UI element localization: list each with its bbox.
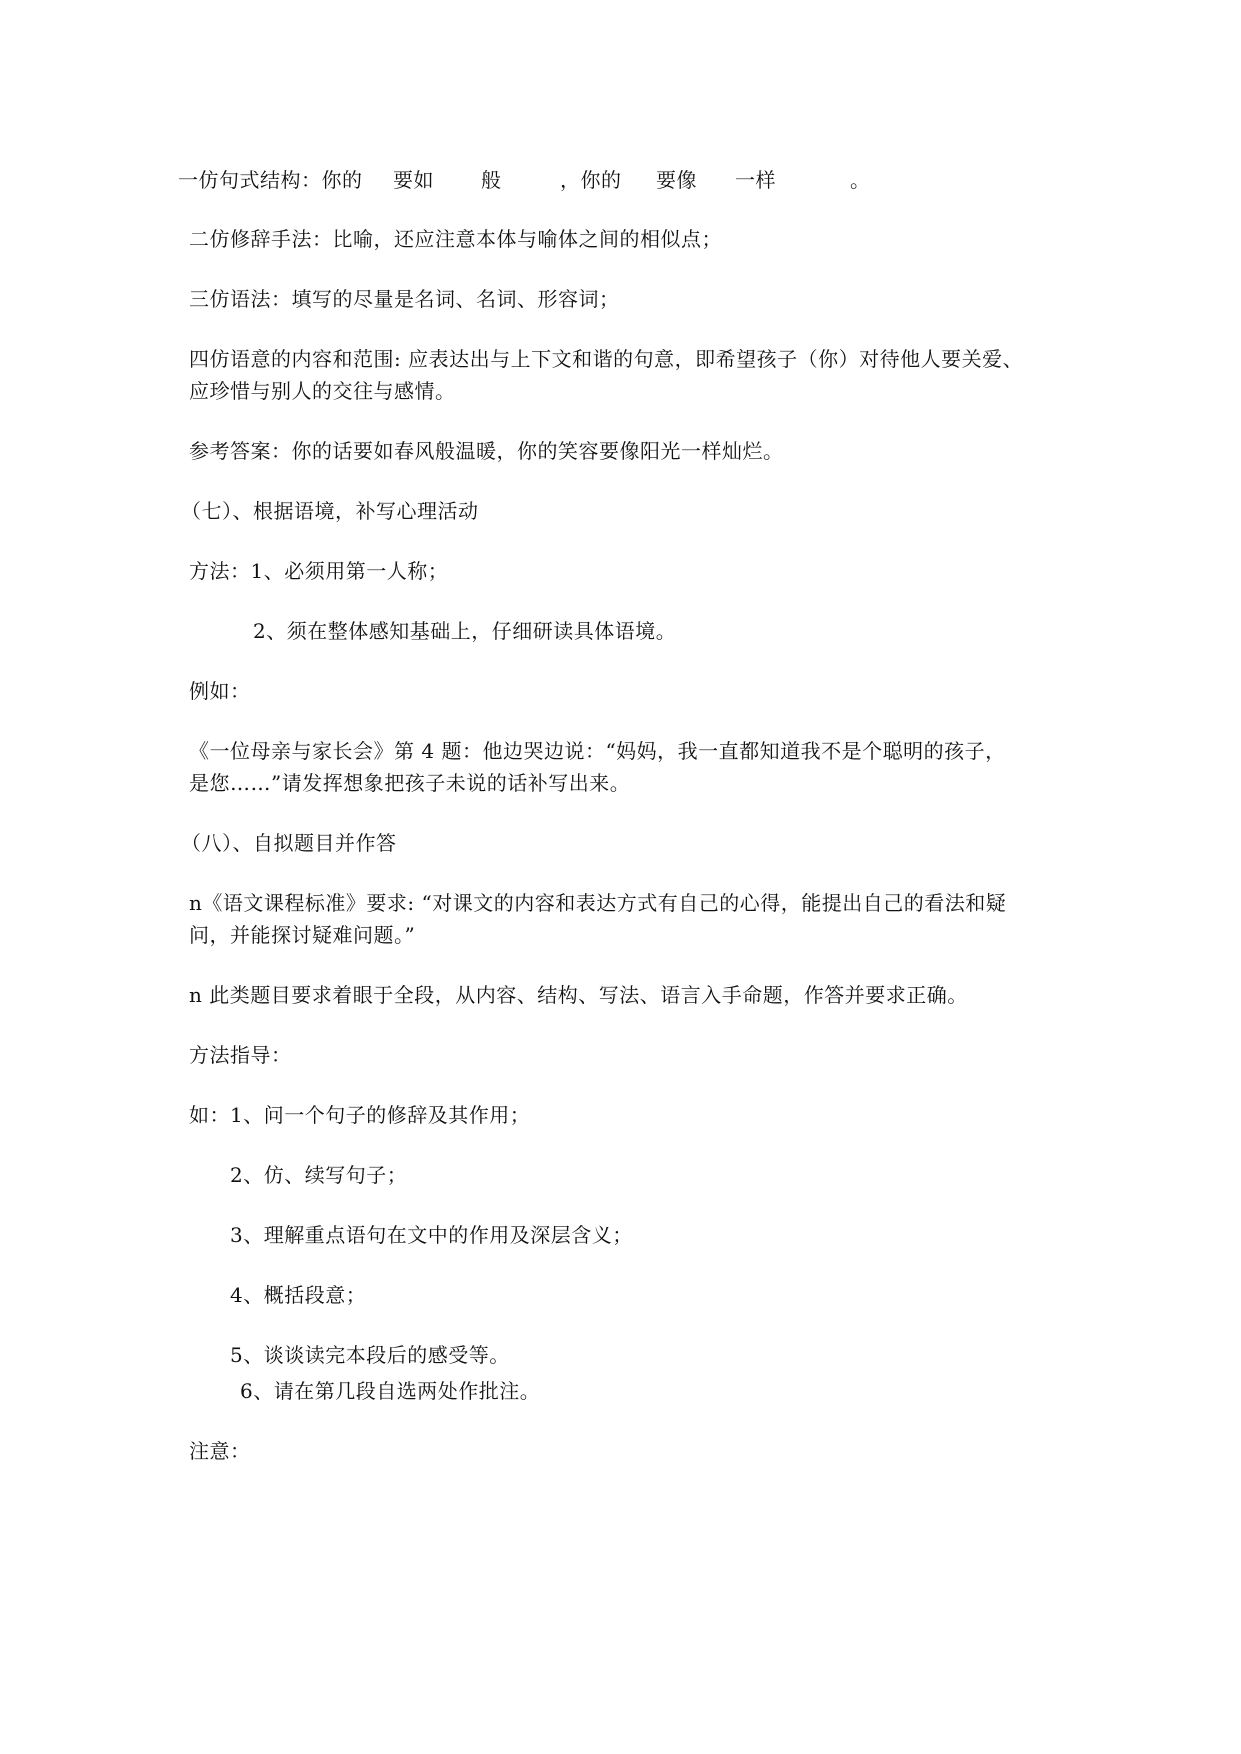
grammar-line: 三仿语法：填写的尽量是名词、名词、形容词； [189, 287, 620, 311]
structure-word-yiyang: 一样 [735, 168, 776, 192]
method-item-2: 2、须在整体感知基础上，仔细研读具体语境。 [253, 619, 677, 643]
example-line-1: 《一位母亲与家长会》第 4 题：他边哭边说：“妈妈，我一直都知道我不是个聪明的孩子， [189, 739, 1006, 763]
curriculum-standard-line-1: n《语文课程标准》要求: “对课文的内容和表达方式有自己的心得，能提出自己的看法和疑 [189, 891, 1007, 915]
guide-item-4: 4、概括段意； [230, 1283, 367, 1307]
section-7-heading: （七）、根据语境，补写心理活动 [181, 499, 479, 523]
section-8-heading: （八）、自拟题目并作答 [181, 831, 397, 855]
rhetoric-line: 二仿修辞手法：比喻，还应注意本体与喻体之间的相似点； [189, 227, 722, 251]
guide-item-6: 6、请在第几段自选两处作批注。 [240, 1379, 541, 1403]
requirement-line: n 此类题目要求着眼于全段，从内容、结构、写法、语言入手命题，作答并要求正确。 [189, 983, 968, 1007]
method-item-1: 方法：1、必须用第一人称； [189, 559, 449, 583]
structure-word-ban: 般 [481, 168, 502, 192]
meaning-line-2: 应珍惜与别人的交往与感情。 [189, 379, 456, 403]
note-label: 注意： [189, 1439, 251, 1463]
structure-prefix: 一仿句式结构：你的 [178, 168, 363, 192]
guide-item-5: 5、谈谈读完本段后的感受等。 [230, 1343, 510, 1367]
reference-answer: 参考答案：你的话要如春风般温暖，你的笑容要像阳光一样灿烂。 [189, 439, 784, 463]
meaning-line-1: 四仿语意的内容和范围: 应表达出与上下文和谐的句意，即希望孩子（你）对待他人要关爱、 [189, 347, 1024, 371]
example-line-2: 是您……”请发挥想象把孩子未说的话补写出来。 [189, 771, 631, 795]
method-guide-label: 方法指导： [189, 1043, 292, 1067]
structure-word-yaoxiang: 要像 [656, 168, 697, 192]
imitation-structure-line [178, 165, 878, 195]
guide-item-2: 2、仿、续写句子； [230, 1163, 408, 1187]
structure-word-yaoru: 要如 [393, 168, 434, 192]
structure-period: 。 [850, 168, 871, 192]
guide-item-3: 3、理解重点语句在文中的作用及深层含义； [230, 1223, 633, 1247]
example-label: 例如： [189, 679, 251, 703]
structure-word-nide: ，你的 [560, 168, 622, 192]
guide-item-1: 如：1、问一个句子的修辞及其作用； [189, 1103, 531, 1127]
curriculum-standard-line-2: 问，并能探讨疑难问题。” [189, 923, 416, 947]
